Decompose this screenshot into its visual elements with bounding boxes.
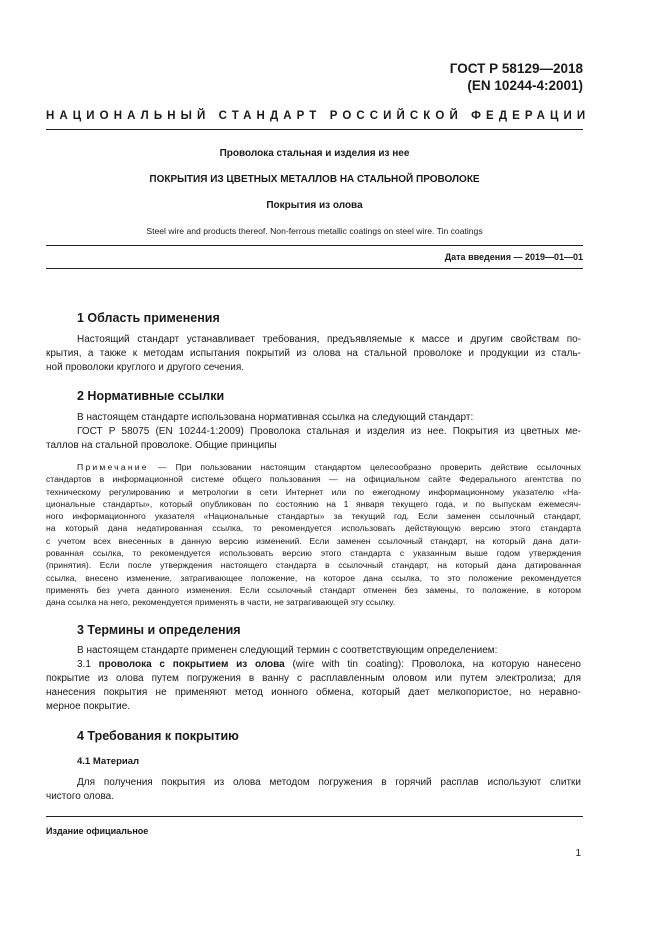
text-line: ной проволоки круглого и другого сечения.	[46, 362, 245, 373]
date-rule	[46, 268, 583, 269]
header-rule	[46, 129, 583, 130]
standard-code-line2: (EN 10244-4:2001)	[467, 78, 583, 93]
text-line: Настоящий стандарт устанавливает требования, предъявляемые к массе и другим свойствам по-	[77, 334, 581, 345]
text-line: Для получения покрытия из олова методом погружения в горячий расплав используют слитки	[77, 777, 581, 788]
text-line: В настоящем стандарте применен следующий термин с соответствующим определением:	[77, 645, 498, 656]
title-rule	[46, 245, 583, 246]
note-line: (принятия). Если после утверждения настоящего стандарта в ссылочный стандарт, на который дана датированная	[46, 560, 581, 571]
term-name: проволока с покрытием из олова	[98, 659, 285, 670]
text-line: чистого олова.	[46, 791, 114, 802]
title-ru-part: Покрытия из олова	[266, 200, 363, 211]
text-line: нанесения покрытия не применяют метод ионного обмена, который дает мелкопористое, но неравно-	[46, 687, 581, 698]
section-1-paragraph	[46, 333, 581, 375]
text-line: покрытие из олова путем погружения в ванну с расплавленным оловом или путем электролиза; для	[46, 673, 581, 684]
note-line: циональные стандарты», который опубликован по состоянию на 1 января текущего года, и по выпускам ежемесяч-	[46, 498, 581, 509]
title-en: Steel wire and products thereof. Non-ferrous metallic coatings on steel wire. Tin coatings	[146, 226, 483, 236]
reference-note	[46, 461, 581, 609]
standard-code	[450, 60, 583, 94]
note-first-text: — При пользовании настоящим стандартом целесообразно проверить действие ссылочных	[148, 462, 581, 472]
note-line: техническому регулированию и метрологии в сети Интернет или по ежегодному информационному указателю «На-	[46, 486, 581, 497]
note-line: дана ссылка на него, рекомендуется применять в части, не затрагивающей эту ссылку.	[46, 597, 396, 608]
term-rest: (wire with tin coating): Проволока, на которую нанесено	[284, 659, 581, 670]
section-3-paragraph	[46, 644, 581, 714]
title-ru-main: Проволока стальная и изделия из нее	[219, 148, 410, 159]
title-ru-sub: ПОКРЫТИЯ ИЗ ЦВЕТНЫХ МЕТАЛЛОВ НА СТАЛЬНОЙ ПРОВОЛОКЕ	[149, 174, 480, 185]
section-4-1-paragraph	[46, 776, 581, 804]
section-2-heading: 2 Нормативные ссылки	[77, 389, 225, 403]
note-line: ного информационного указателя «Национальные стандарты» за текущий год. Если заменен ссылочный стандарт,	[46, 511, 581, 522]
section-2-paragraph	[46, 411, 581, 453]
text-line: таллов на стальной проволоке. Общие принципы	[46, 440, 277, 451]
note-first-line	[46, 461, 581, 473]
note-line: рованная ссылка, то рекомендуется использовать версию этого стандарта с указанным выше годом утверждения	[46, 548, 581, 559]
introduction-date: Дата введения — 2019—01—01	[444, 252, 583, 262]
note-line: на который дана недатированная ссылка, то рекомендуется использовать действующую версию этого стандарта	[46, 523, 581, 534]
section-4-1-heading: 4.1 Материал	[77, 756, 140, 767]
page-number: 1	[575, 848, 581, 859]
note-label: Примечание	[77, 462, 149, 472]
edition-label: Издание официальное	[46, 826, 149, 836]
note-line: применять без учета данного изменения. Если ссылочный стандарт отменен без замены, то положение, в котором	[46, 584, 581, 595]
text-line: ГОСТ Р 58075 (EN 10244-1:2009) Проволока стальная и изделия из нее. Покрытия из цветных ме-	[77, 426, 581, 437]
text-line: крытия, а также к методам испытания покрытий из олова на стальной проволоке и продукции из сталь-	[46, 348, 581, 359]
section-4-heading: 4 Требования к покрытию	[77, 729, 239, 743]
term-line	[46, 658, 581, 672]
note-line: с учетом всех внесенных в данную версию изменений. Если заменен ссылочный стандарт, на который дана дати-	[46, 535, 581, 546]
section-3-heading: 3 Термины и определения	[77, 623, 241, 637]
term-number: 3.1	[77, 659, 99, 670]
footer-rule	[46, 816, 583, 817]
text-line: В настоящем стандарте использована нормативная ссылка на следующий стандарт:	[77, 412, 474, 423]
note-line: ссылка, внесено изменение, затрагивающее положение, на которое дана ссылка, то это положение рекомендуется	[46, 572, 581, 583]
section-1-heading: 1 Область применения	[77, 311, 220, 325]
note-line: стандартов в информационной системе общего пользования — на официальном сайте Федерального агентства по	[46, 474, 581, 485]
text-line: мерное покрытие.	[46, 701, 131, 712]
national-standard-title: НАЦИОНАЛЬНЫЙ СТАНДАРТ РОССИЙСКОЙ ФЕДЕРАЦИИ	[46, 110, 591, 122]
standard-code-line1: ГОСТ Р 58129—2018	[449, 61, 583, 76]
